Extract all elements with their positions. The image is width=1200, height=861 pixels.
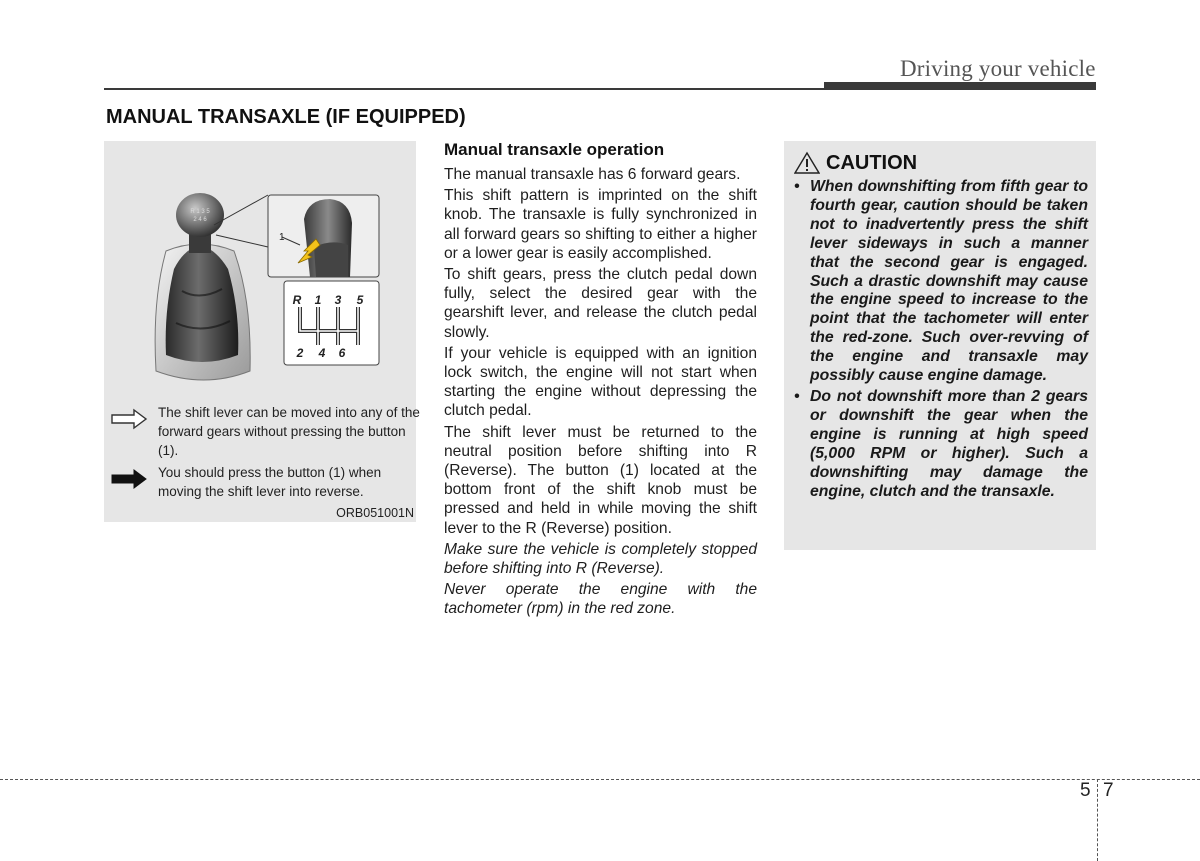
warning-triangle-icon — [794, 151, 820, 175]
section-heading: Manual transaxle operation — [444, 140, 665, 159]
caution-item — [794, 178, 1088, 386]
paragraph-gears: The manual transaxle has 6 forward gears. — [444, 166, 741, 183]
caution-box — [784, 141, 1096, 550]
shift-lever-illustration — [104, 141, 416, 401]
callout-label: 1 — [279, 232, 285, 243]
paragraph-reverse: The shift lever must be returned to the neutral position before shifting into R (Reverse). The button (1) located at the bottom front of the shift knob must be pressed and held in while moving the shift lever to the R (Reverse) position. — [444, 423, 757, 537]
caution-title: CAUTION — [826, 151, 918, 174]
svg-text:R 1 3 5: R 1 3 5 — [190, 209, 210, 215]
page-number: 7 — [1103, 780, 1114, 801]
footer-rule — [0, 779, 1200, 780]
caution-heading — [794, 151, 917, 175]
paragraph-shift-pattern: This shift pattern is imprinted on the shift knob. The transaxle is fully synchronized in all forward gears so shifting to either a higher or a lower gear is easily accomplished. — [444, 187, 757, 262]
pattern-label-2: 2 — [296, 346, 304, 360]
bullet-icon: • — [794, 178, 800, 195]
pattern-label-6: 6 — [338, 346, 346, 360]
outline-arrow-icon — [110, 407, 148, 431]
bullet-icon: • — [794, 387, 800, 405]
section-header: Driving your vehicle — [900, 56, 1096, 81]
solid-arrow-icon — [110, 467, 148, 491]
header-rule-accent — [824, 82, 1096, 90]
pattern-label-1: 1 — [314, 293, 322, 307]
pattern-label-3: 3 — [334, 293, 342, 307]
caution-item-text: When downshifting from fifth gear to fourth gear, caution should be taken not to inadvertently press the shift lever sideways in such a manner that the second gear is engaged. Such a drastic downshift may cause the engine speed to increase to the point that the tachometer will enter the red-zone. Such over-revving of the engine and transaxle may possibly cause engine damage. — [810, 178, 1088, 385]
legend-text-reverse: You should press the button (1) when moving the shift lever into reverse. — [158, 465, 382, 499]
caution-list — [794, 178, 1088, 503]
page-title: MANUAL TRANSAXLE (IF EQUIPPED) — [106, 106, 466, 128]
chapter-number: 5 — [1080, 780, 1091, 801]
paragraph-shift-gears: To shift gears, press the clutch pedal down fully, select the desired gear with the gearshift lever, and release the clutch pedal slowly. — [444, 266, 757, 341]
figure-code: ORB051001N — [336, 506, 414, 520]
caution-item — [794, 388, 1088, 501]
pattern-label-4: 4 — [318, 346, 326, 360]
main-text-column — [444, 139, 757, 621]
paragraph-ignition-lock: If your vehicle is equipped with an ignition lock switch, the engine will not start when starting the engine without depressing the clutch pedal. — [444, 344, 757, 420]
pattern-label-r: R — [292, 293, 302, 307]
legend-text-forward: The shift lever can be moved into any of the forward gears without pressing the button (1). — [158, 405, 420, 458]
paragraph-note-red-zone: Never operate the engine with the tachometer (rpm) in the red zone. — [444, 581, 757, 618]
caution-item-text: Do not downshift more than 2 gears or downshift the gear when the engine is running at high speed (5,000 RPM or higher). Such a downshifting may damage the engine, clutch and the transaxle. — [810, 387, 1088, 500]
footer-divider — [1097, 779, 1098, 861]
paragraph-note-stopped: Make sure the vehicle is completely stopped before shifting into R (Reverse). — [444, 540, 757, 578]
svg-text:2 4 6: 2 4 6 — [193, 217, 207, 223]
shift-lever-figure — [104, 141, 420, 522]
pattern-label-5: 5 — [356, 293, 364, 307]
